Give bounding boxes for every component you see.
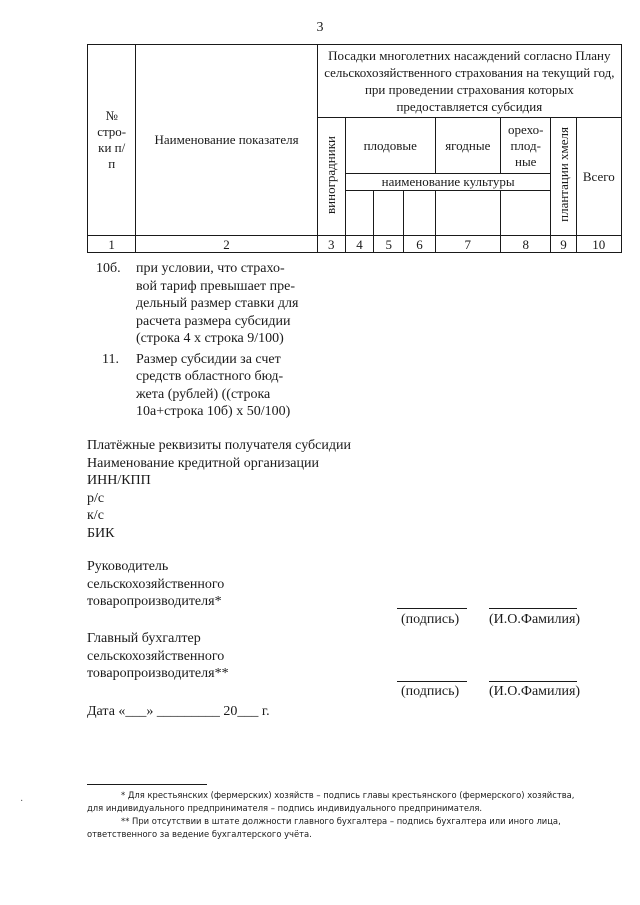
col-num-cell: 3: [317, 236, 345, 253]
header-nut: орехо-плод-ные: [501, 118, 551, 174]
col-num-cell: 5: [374, 236, 404, 253]
signature-line: [397, 608, 467, 609]
name-line: [489, 681, 577, 682]
col-num-cell: 10: [576, 236, 621, 253]
col-num-cell: 6: [404, 236, 435, 253]
crop-cell: [435, 191, 500, 236]
col-num-cell: 7: [435, 236, 500, 253]
col-num-cell: 2: [136, 236, 317, 253]
row-number: 10б.: [96, 261, 121, 276]
signature-line: [397, 681, 467, 682]
col-num-cell: 4: [345, 236, 373, 253]
footnote-1-line-2: для индивидуального предпринимателя – подпись индивидуального предпринимателя.: [87, 803, 483, 813]
header-plantings: Посадки многолетних насаждений согласно Плану сельскохозяйственного страхования на текущий год, при проведении страхования которых предоставляется субсидия: [317, 45, 621, 118]
col-num-cell: 8: [501, 236, 551, 253]
head-signature-block: Руководитель сельскохозяйственного товаропроизводителя*: [87, 559, 225, 609]
row-11: [96, 351, 311, 421]
indicator-table: [87, 44, 622, 253]
payment-requisites: [87, 437, 351, 542]
page-number: 3: [316, 20, 324, 35]
signature-caption: (подпись): [401, 684, 460, 699]
header-hops: плантации хмеля: [551, 118, 576, 236]
header-crop-name: наименование культуры: [345, 174, 551, 191]
row-number: 11.: [102, 351, 119, 367]
inn-kpp-label: ИНН/КПП: [87, 473, 151, 488]
crop-cell: [501, 191, 551, 236]
header-row-number: № стро-ки п/п: [88, 45, 136, 236]
name-caption: (И.О.Фамилия): [489, 684, 581, 699]
footnote-2-line-1: ** При отсутствии в штате должности главного бухгалтера – подпись бухгалтера или иного лица,: [121, 816, 561, 826]
signature-caption: (подпись): [401, 612, 460, 627]
rs-label: р/с: [87, 490, 105, 506]
scan-artifact: ·: [20, 796, 24, 807]
requisites-title: Платёжные реквизиты получателя субсидии: [87, 438, 351, 453]
row-10b: [96, 260, 311, 348]
footnote-divider: [87, 784, 207, 785]
row-text: Размер субсидии за счет средств областного бюд- жета (рублей) ((строка 10а+строка 10б) х 50/100): [136, 351, 291, 419]
crop-cell: [374, 191, 404, 236]
bik-label: БИК: [87, 525, 115, 541]
date-line: Дата «___» _________ 20___ г.: [87, 704, 270, 719]
crop-cell: [404, 191, 435, 236]
name-caption: (И.О.Фамилия): [489, 612, 581, 627]
crop-cell: [345, 191, 373, 236]
footnote-2-line-2: ответственного за ведение бухгалтерского учёта.: [87, 829, 312, 839]
name-line: [489, 608, 577, 609]
accountant-signature-block: Главный бухгалтер сельскохозяйственного товаропроизводителя**: [87, 631, 229, 681]
col-num-cell: 1: [88, 236, 136, 253]
bank-name-label: Наименование кредитной организации: [87, 455, 319, 471]
indicator-rows: [96, 260, 311, 421]
header-vineyards: виноградники: [317, 118, 345, 236]
row-text: при условии, что страхо- вой тариф превышает пре- дельный размер ставки для расчета размера субсидии (строка 4 х строка 9/100): [136, 261, 299, 346]
footnote-1-line-1: * Для крестьянских (фермерских) хозяйств – подпись главы крестьянского (фермерского) хозяйства,: [121, 790, 575, 800]
header-indicator-name: Наименование показателя: [136, 45, 317, 236]
header-fruit: плодовые: [345, 118, 435, 174]
header-berry: ягодные: [435, 118, 500, 174]
col-num-cell: 9: [551, 236, 576, 253]
ks-label: к/с: [87, 508, 104, 523]
header-total: Всего: [576, 118, 621, 236]
footnotes: [87, 789, 607, 841]
